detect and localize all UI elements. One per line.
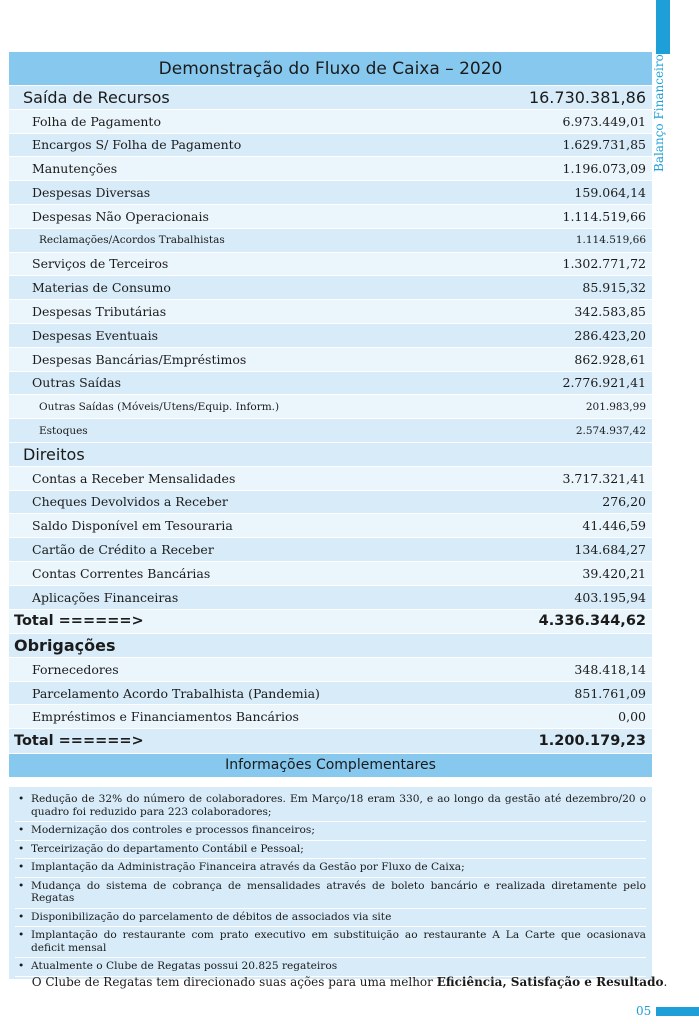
saida-rows: [9, 110, 652, 443]
list-item: [15, 841, 646, 860]
section-label: Direitos: [23, 444, 85, 464]
bullet-icon: •: [18, 879, 25, 892]
row-label: Despesas Eventuais: [32, 327, 159, 343]
table-row: [9, 538, 652, 562]
table-row: [9, 682, 652, 706]
section-saida: [9, 86, 652, 110]
row-value: 342.583,85: [574, 304, 646, 320]
bullet-icon: •: [18, 929, 25, 941]
row-value: 2.776.921,41: [562, 375, 646, 391]
obrigacoes-total: [9, 729, 652, 754]
footer-end: .: [663, 975, 668, 989]
table-row: [9, 300, 652, 324]
row-label: Serviços de Terceiros: [32, 256, 169, 272]
row-value: 6.973.449,01: [562, 113, 646, 129]
table-row: [9, 562, 652, 586]
total-label: Total ======>: [14, 732, 144, 749]
table-row: [9, 229, 652, 253]
row-value: 2.574.937,42: [575, 424, 646, 437]
row-label: Folha de Pagamento: [32, 113, 161, 129]
list-item: [15, 791, 646, 822]
footer-lead: O Clube de Regatas tem direcionado suas ações para uma melhor: [31, 975, 437, 989]
list-item: [15, 927, 646, 958]
bullet-icon: •: [18, 793, 25, 805]
table-row: [9, 372, 652, 396]
row-label: Reclamações/Acordos Trabalhistas: [39, 234, 225, 247]
row-value: 1.629.731,85: [562, 137, 646, 153]
table-row: [9, 276, 652, 300]
footer-statement: [0, 975, 699, 989]
table-row: [9, 658, 652, 682]
row-value: 41.446,59: [582, 518, 646, 534]
row-label: Estoques: [39, 424, 88, 437]
bullet-icon: •: [18, 910, 25, 923]
note-text: Implantação do restaurante com prato executivo em substituição ao restaurante A La Carte que ocasionava deficit mensal: [31, 929, 646, 954]
row-label: Saldo Disponível em Tesouraria: [32, 518, 233, 534]
row-label: Despesas Bancárias/Empréstimos: [32, 351, 247, 367]
row-label: Despesas Não Operacionais: [32, 208, 209, 224]
row-label: Parcelamento Acordo Trabalhista (Pandemia): [32, 685, 320, 701]
table-row: [9, 324, 652, 348]
section-label: Obrigações: [14, 635, 116, 655]
row-label: Despesas Tributárias: [32, 304, 167, 320]
note-text: Terceirização do departamento Contábil e Pessoal;: [31, 842, 304, 855]
row-value: 159.064,14: [574, 185, 646, 201]
table-row: [9, 491, 652, 515]
table-row: [9, 467, 652, 491]
page-number: 05: [636, 1004, 652, 1018]
row-value: 403.195,94: [574, 589, 646, 605]
note-text: Implantação da Administração Financeira através da Gestão por Fluxo de Caixa;: [31, 861, 465, 873]
list-item: [15, 822, 646, 841]
row-value: 3.717.321,41: [562, 470, 646, 486]
row-value: 134.684,27: [574, 542, 646, 558]
row-label: Encargos S/ Folha de Pagamento: [32, 137, 242, 153]
table-row: [9, 134, 652, 158]
section-direitos: [9, 443, 652, 467]
row-value: 1.302.771,72: [562, 256, 646, 272]
section-label: Saída de Recursos: [23, 87, 170, 107]
total-label: Total ======>: [14, 613, 144, 630]
table-row: [9, 157, 652, 181]
table-row: [9, 514, 652, 538]
row-value: 1.196.073,09: [562, 161, 646, 177]
list-item: [15, 909, 646, 928]
row-label: Empréstimos e Financiamentos Bancários: [32, 709, 299, 725]
bullet-icon: •: [18, 861, 25, 873]
row-label: Outras Saídas: [32, 375, 122, 391]
note-text: Mudança do sistema de cobrança de mensalidades através de boleto bancário e realizada diretamente pelo Regatas: [31, 879, 646, 904]
row-value: 276,20: [602, 494, 646, 510]
info-title: Informações Complementares: [9, 754, 652, 778]
cash-flow-table: [9, 52, 652, 778]
bullet-icon: •: [18, 842, 25, 855]
row-value: 851.761,09: [574, 685, 646, 701]
list-item: [15, 878, 646, 909]
table-row: [9, 181, 652, 205]
total-value: 4.336.344,62: [538, 613, 646, 630]
section-value: 16.730.381,86: [528, 87, 646, 107]
row-value: 348.418,14: [574, 661, 646, 677]
row-value: 0,00: [618, 709, 646, 725]
table-row: [9, 395, 652, 419]
direitos-rows: [9, 467, 652, 610]
obrigacoes-rows: [9, 658, 652, 729]
row-label: Fornecedores: [32, 661, 119, 677]
row-label: Materias de Consumo: [32, 280, 171, 296]
row-label: Manutenções: [32, 161, 118, 177]
row-label: Cartão de Crédito a Receber: [32, 542, 214, 558]
note-text: Modernização dos controles e processos financeiros;: [31, 824, 315, 836]
table-title: Demonstração do Fluxo de Caixa – 2020: [9, 52, 652, 86]
table-row: [9, 253, 652, 277]
row-label: Contas Correntes Bancárias: [32, 565, 211, 581]
row-label: Aplicações Financeiras: [32, 589, 179, 605]
page-accent-bar: [656, 1007, 699, 1016]
list-item: [15, 958, 646, 977]
row-label: Cheques Devolvidos a Receber: [32, 494, 228, 510]
footer-bold: Eficiência, Satisfação e Resultado: [436, 975, 664, 989]
info-notes: [9, 787, 652, 979]
table-row: [9, 705, 652, 729]
note-text: Redução de 32% do número de colaboradores. Em Março/18 eram 330, e ao longo da gestão até dezembro/20 o quadro foi reduzido para 223 colaboradores;: [31, 793, 646, 818]
bullet-icon: •: [18, 960, 25, 972]
bullet-icon: •: [18, 824, 25, 836]
row-value: 862.928,61: [574, 351, 646, 367]
row-label: Outras Saídas (Móveis/Utens/Equip. Inform.): [39, 400, 280, 413]
row-value: 1.114.519,66: [575, 234, 646, 247]
table-row: [9, 110, 652, 134]
row-value: 39.420,21: [582, 565, 646, 581]
table-row: [9, 205, 652, 229]
note-text: Disponibilização do parcelamento de débitos de associados via site: [31, 910, 392, 923]
row-value: 85.915,32: [582, 280, 646, 296]
table-row: [9, 419, 652, 443]
total-value: 1.200.179,23: [538, 732, 646, 749]
section-obrigacoes: [9, 634, 652, 658]
row-value: 286.423,20: [574, 327, 646, 343]
row-value: 1.114.519,66: [562, 208, 646, 224]
table-row: [9, 586, 652, 610]
row-label: Despesas Diversas: [32, 185, 151, 201]
row-value: 201.983,99: [585, 400, 646, 413]
table-row: [9, 348, 652, 372]
direitos-total: [9, 610, 652, 635]
row-label: Contas a Receber Mensalidades: [32, 470, 236, 486]
side-section-label: Balanço Financeiro: [652, 54, 666, 172]
note-text: Atualmente o Clube de Regatas possui 20.825 regateiros: [31, 960, 338, 972]
list-item: [15, 859, 646, 878]
